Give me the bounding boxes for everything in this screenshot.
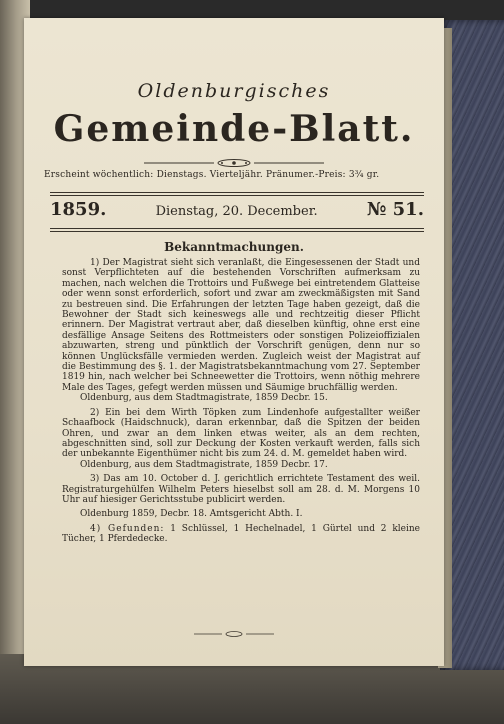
- issue-number: № 51.: [366, 199, 424, 220]
- top-divider-rule: [50, 192, 424, 193]
- masthead-subtitle: Erscheint wöchentlich: Dienstags. Vierteljähr. Pränumer.-Preis: 3¾ gr.: [44, 170, 380, 180]
- issue-line: [50, 199, 424, 225]
- masthead-top-line: Oldenburgisches: [137, 80, 331, 102]
- article-2-text: 2) Ein bei dem Wirth Töpken zum Lindenhofe aufgestallter weißer Schaafbock (Haidschnuck), daran erkennbar, daß die Spitzen der beiden Ohren, und zwar an dem linken etwas weiter, als an dem rechten, abgeschnitten sind, soll zur Deckung der Kosten verkauft werden, falls sich der unbekannte Eigenthümer nicht bis zum 24. d. M. gemeldet haben wird.: [62, 407, 420, 460]
- masthead-ornament-icon: [144, 158, 324, 168]
- newspaper-page: [24, 18, 444, 666]
- masthead-title: Gemeinde-Blatt.: [53, 108, 415, 150]
- article-1-text: 1) Der Magistrat sieht sich veranlaßt, die Eingesessenen der Stadt und sonst Verpflichteten auf die bestehenden Vorschriften aufmerksam zu machen, nach welchen die Trottoirs und Fußwege bei eintretendem Glatteise oder wenn sonst erforderlich, sofort und zwar am zweckmäßigsten mit Sand zu bestreuen sind. Die Erfahrungen der letzten Tage haben gezeigt, daß die Bewohner der Stadt sich keineswegs alle und rechtzeitig dieser Pflicht erinnern. Der Magistrat vertraut aber, daß dieselben künftig, ohne erst eine desfällige Ansage Seitens des Rottmeisters oder sonstigen Polizeioffizialen abzuwarten, streng und pünktlich der Vorschrift genügen, denn nur so können Unglücksfälle vermieden werden. Zugleich weist der Magistrat auf die Bestimmung des §. 1. der Magistratsbekanntmachung vom 27. September 1819 hin, nach welcher bei Schneewetter die Trottoirs, wenn nöthig mehrere Male des Tages, gefegt werden müssen und Säumige bruchfällig werden.: [62, 258, 420, 393]
- issue-date: Dienstag, 20. December.: [155, 204, 318, 219]
- article-4: [62, 524, 420, 545]
- article-1-signature: Oldenburg, aus dem Stadtmagistrate, 1859 Decbr. 15.: [80, 393, 328, 404]
- article-3-text: 3) Das am 10. October d. J. gerichtlich errichtete Testament des weil. Registraturgehülfen Wilhelm Peters hieselbst soll am 28. d. M. Morgens 10 Uhr auf hiesiger Gerichtsstube publicirt werden.: [62, 474, 420, 505]
- article-body: [62, 258, 420, 545]
- end-ornament-icon: [184, 630, 284, 638]
- bottom-divider-rule: [50, 228, 424, 229]
- article-3-signature: Oldenburg 1859, Decbr. 18. Amtsgericht Abth. I.: [80, 509, 303, 520]
- top-divider-rule-thin: [50, 195, 424, 196]
- article-2-signature: Oldenburg, aus dem Stadtmagistrate, 1859 Decbr. 17.: [80, 459, 328, 470]
- article-4-heading: 4) Gefunden:: [90, 523, 165, 534]
- section-title: Bekanntmachungen.: [164, 240, 304, 254]
- bottom-divider-rule-thin: [50, 231, 424, 232]
- article-4-text: 1 Schlüssel, 1 Hechelnadel, 1 Gürtel und 2 kleine Tücher, 1 Pferdedecke.: [62, 523, 420, 545]
- issue-year: 1859.: [50, 199, 107, 220]
